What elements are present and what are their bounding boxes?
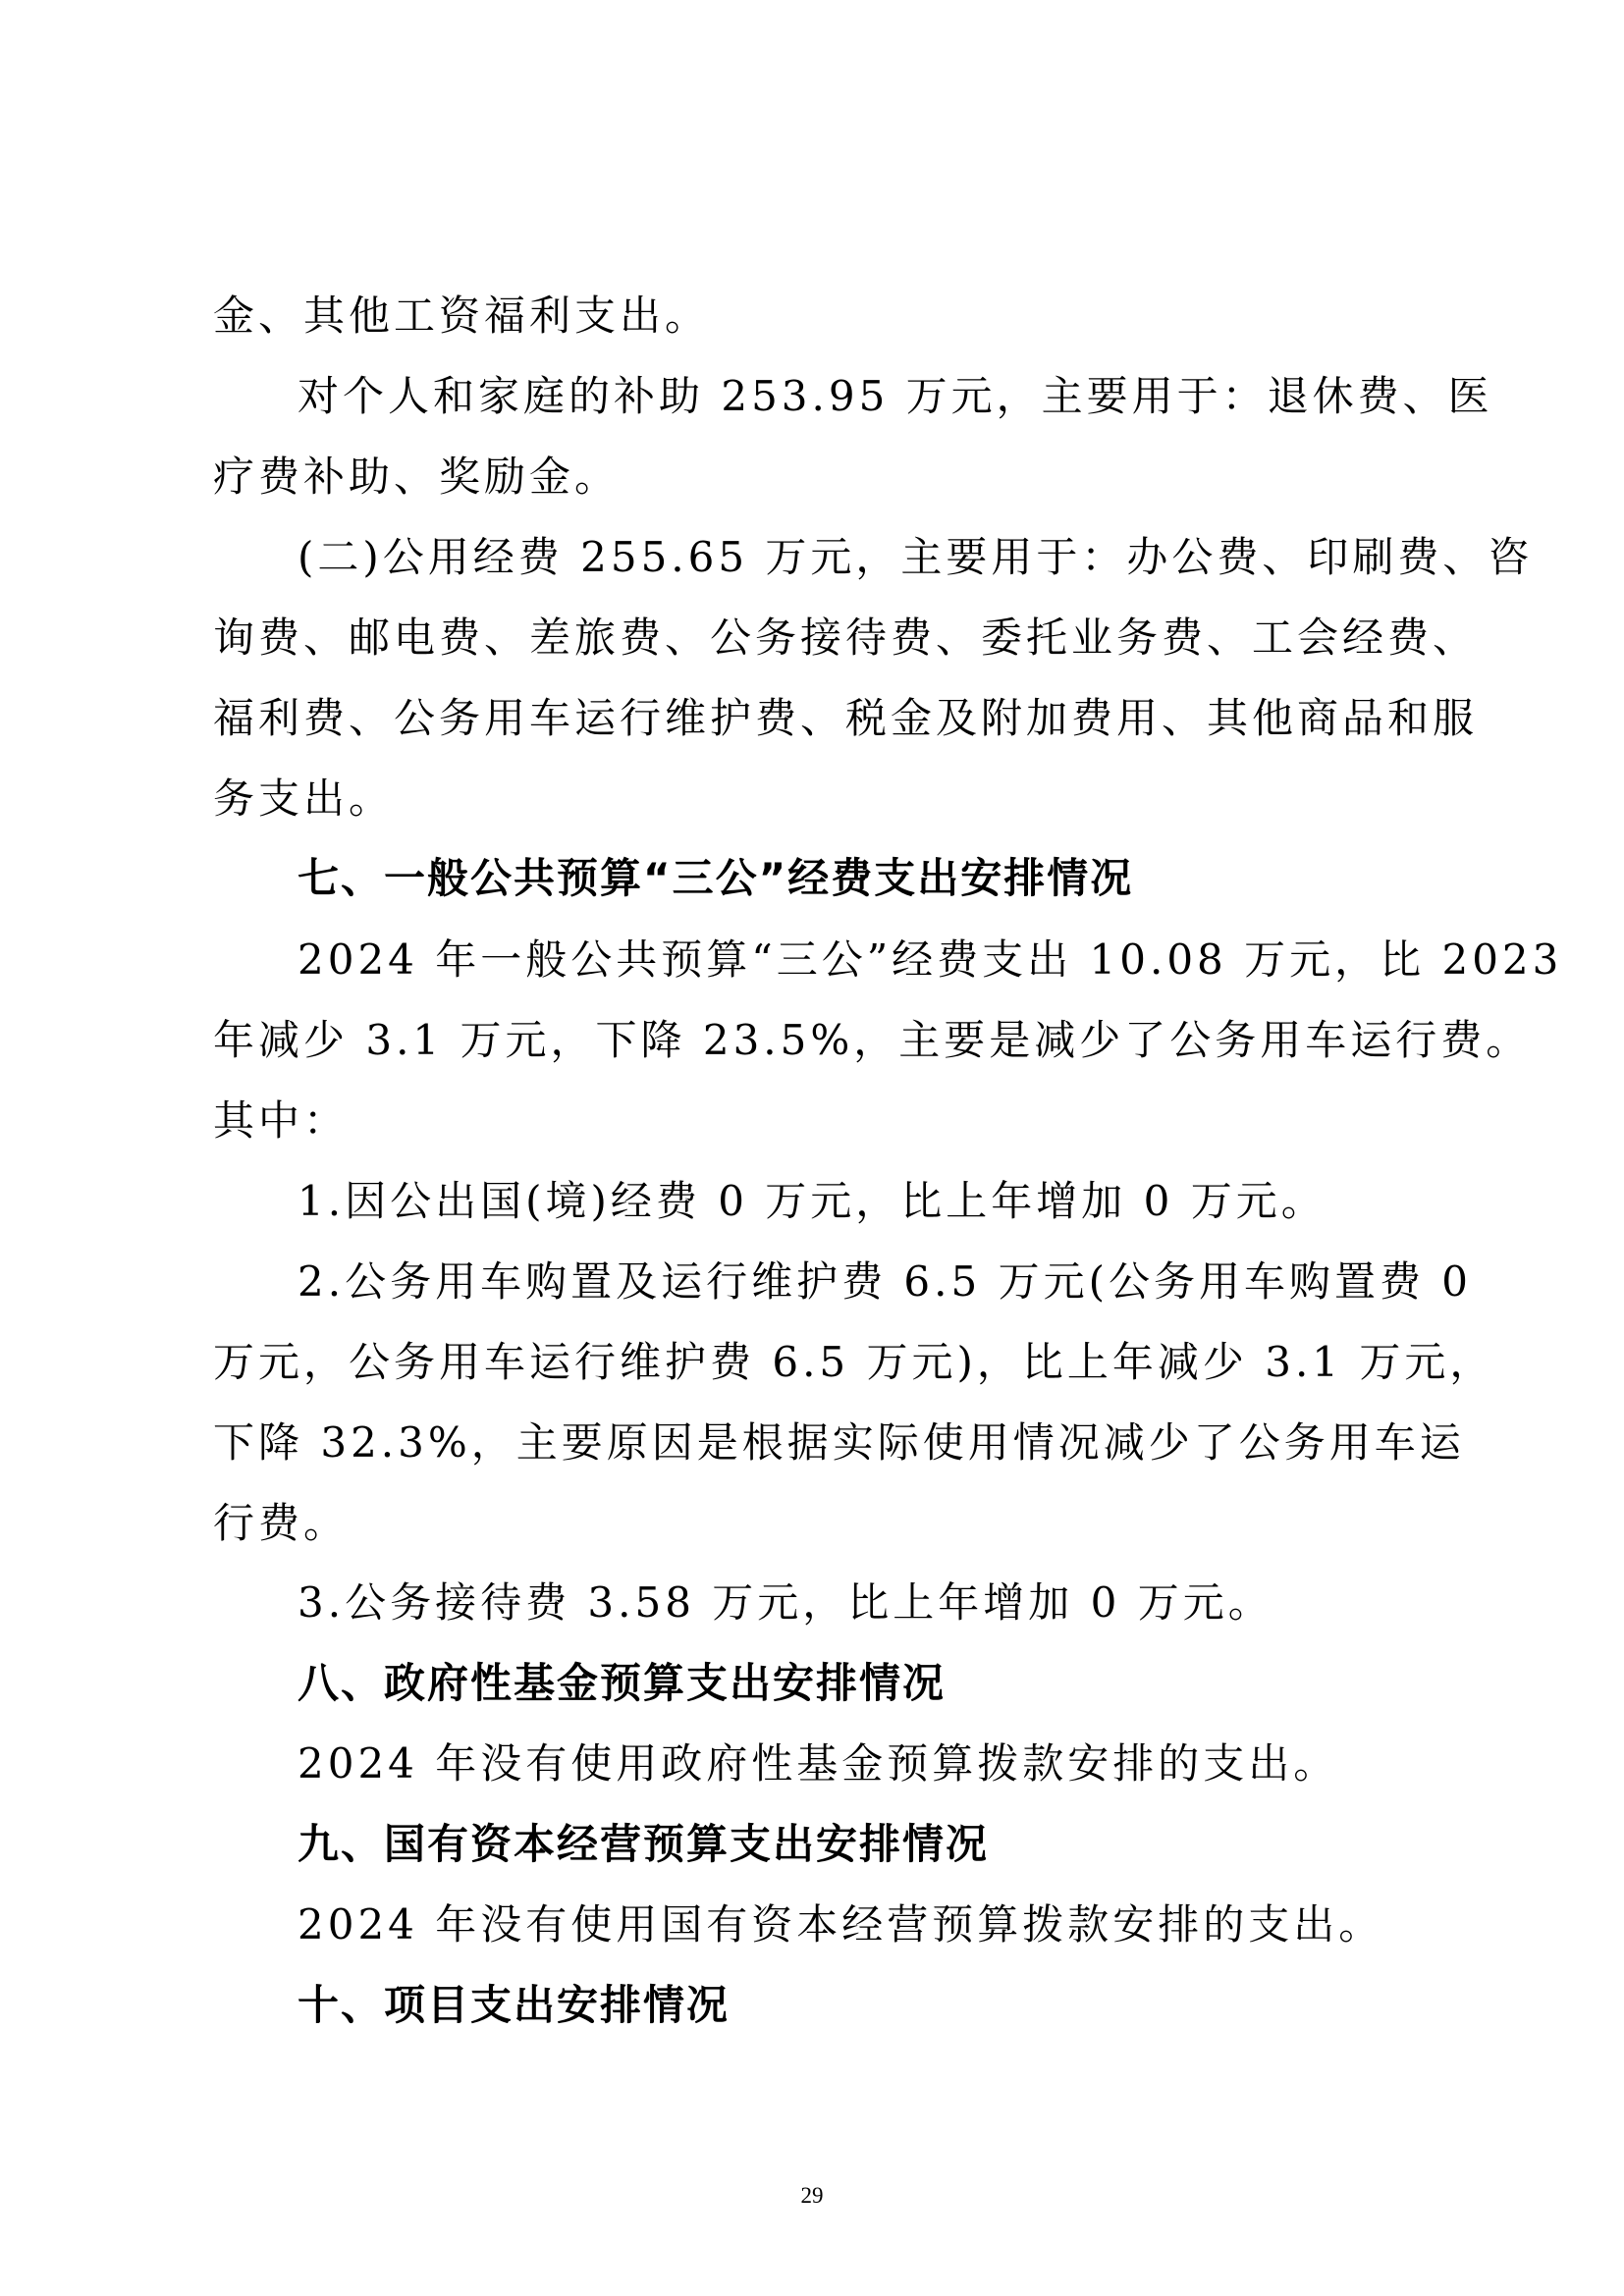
body-text-line: 对个人和家庭的补助 253.95 万元，主要用于：退休费、医 [298, 372, 1493, 420]
list-item: 2.公务用车购置及运行维护费 6.5 万元(公务用车购置费 0 [298, 1257, 1473, 1306]
body-text-line: 询费、邮电费、差旅费、公务接待费、委托业务费、工会经费、 [213, 614, 1479, 662]
body-text-line: 行费。 [213, 1499, 350, 1547]
section-heading: 七、一般公共预算“三公”经费支出安排情况 [298, 854, 1134, 902]
body-text-line: 2024 年一般公共预算“三公”经费支出 10.08 万元，比 2023 [298, 935, 1563, 984]
body-text-line: 年减少 3.1 万元，下降 23.5%，主要是减少了公务用车运行费。 [213, 1016, 1532, 1064]
section-heading: 九、国有资本经营预算支出安排情况 [298, 1820, 990, 1868]
body-text-line: 福利费、公务用车运行维护费、税金及附加费用、其他商品和服 [213, 694, 1479, 742]
list-item: 3.公务接待费 3.58 万元，比上年增加 0 万元。 [298, 1578, 1273, 1627]
body-text-line: 下降 32.3%，主要原因是根据实际使用情况减少了公务用车运 [213, 1418, 1465, 1467]
body-text-line: (二)公用经费 255.65 万元，主要用于：办公费、印刷费、咨 [298, 533, 1534, 581]
list-item: 1.因公出国(境)经费 0 万元，比上年增加 0 万元。 [298, 1177, 1326, 1225]
body-text-line: 万元，公务用车运行维护费 6.5 万元)，比上年减少 3.1 万元， [213, 1338, 1495, 1386]
body-text-line: 金、其他工资福利支出。 [213, 292, 711, 340]
body-text-line: 2024 年没有使用政府性基金预算拨款安排的支出。 [298, 1739, 1339, 1788]
section-heading: 八、政府性基金预算支出安排情况 [298, 1659, 947, 1707]
page-number: 29 [800, 2183, 824, 2208]
body-text-line: 其中： [213, 1096, 350, 1145]
body-text-line: 疗费补助、奖励金。 [213, 453, 621, 501]
body-text-line: 2024 年没有使用国有资本经营预算拨款安排的支出。 [298, 1900, 1384, 1949]
body-text-line: 务支出。 [213, 774, 395, 823]
section-heading: 十、项目支出安排情况 [298, 1981, 731, 2029]
